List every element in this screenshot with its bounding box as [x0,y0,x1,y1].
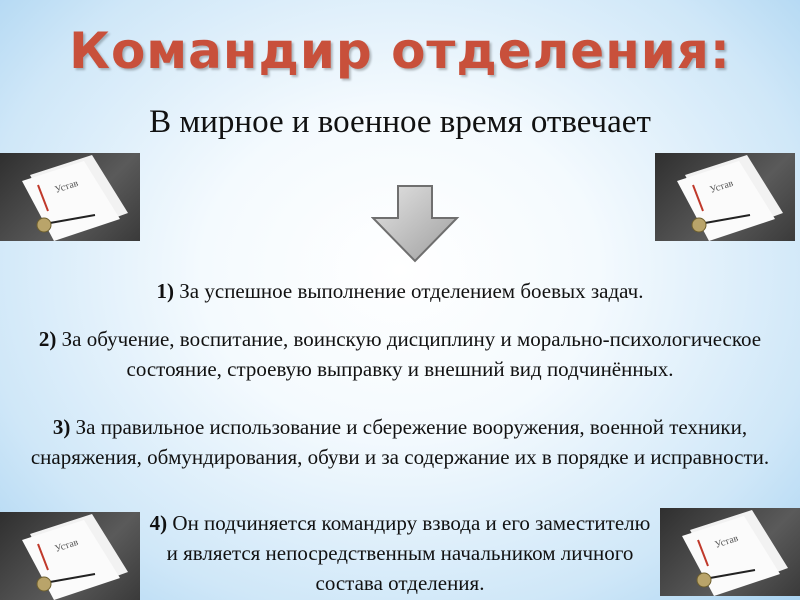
item-number: 4) [149,511,168,535]
charter-image-top-right [655,153,795,241]
item-number: 3) [52,415,71,439]
charter-label: Устав [708,177,735,196]
page-subtitle: В мирное и военное время отвечает [149,104,651,140]
item-text: За успешное выполнение отделением боевых задач. [174,279,644,303]
charter-label: Устав [53,177,80,196]
responsibility-item-3 [5,412,795,472]
charter-image-bottom-right [660,508,800,596]
charter-label: Устав [53,536,80,555]
charter-label: Устав [713,532,740,551]
page-title: Командир отделения: [69,22,731,80]
item-text: Он подчиняется командиру взвода и его заместителю и является непосредственным начальником личного состава отделения. [166,511,651,595]
responsibility-item-2 [25,324,775,384]
responsibility-item-1 [40,276,760,306]
charter-image-top-left [0,153,140,241]
item-number: 1) [156,279,175,303]
responsibility-item-4 [145,508,655,598]
item-text: За обучение, воспитание, воинскую дисциплину и морально-психологическое состояние, строевую выправку и внешний вид подчинённых. [56,327,762,381]
down-arrow-icon [371,184,461,269]
charter-image-bottom-left [0,512,140,600]
item-text: За правильное использование и сбережение вооружения, военной техники, снаряжения, обмундирования, обуви и за содержание их в порядке и исправности. [30,415,770,469]
item-number: 2) [38,327,57,351]
